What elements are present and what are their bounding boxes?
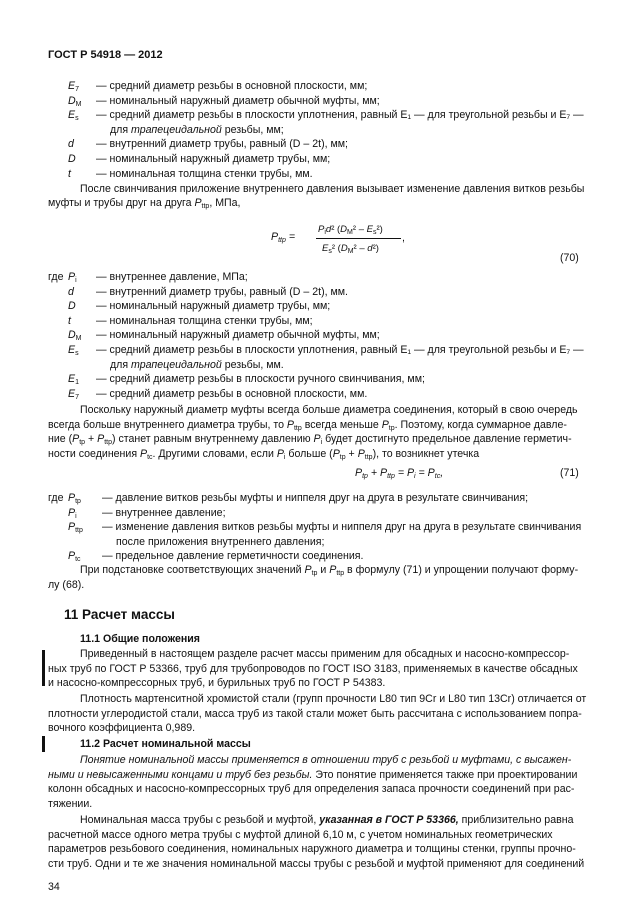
paragraph-line: муфты и трубы друг на друга $P_{ttp}$, МПа, xyxy=(48,197,241,210)
definition-row xyxy=(68,299,330,313)
definition-text: — номинальный наружный диаметр трубы, мм; xyxy=(96,153,331,165)
where-label: где xyxy=(48,492,64,504)
definition-row xyxy=(68,285,348,299)
paragraph-line: расчетной массе одного метра трубы с муфтой длиной 6,10 м, с учетом номинальных геометрических xyxy=(48,829,553,841)
definition-text: для трапецеидальной резьбы, мм. xyxy=(110,358,284,371)
paragraph-line: Приведенный в настоящем разделе расчет массы применим для обсадных и насосно-компрессор- xyxy=(80,648,570,660)
definition-symbol: $E_7$ xyxy=(68,80,79,93)
definition-symbol: $P_i$ xyxy=(68,506,77,520)
definition-text: — средний диаметр резьбы в основной плоскости, мм; xyxy=(96,80,368,92)
definition-row xyxy=(68,137,348,151)
definition-symbol: $P_{ttp}$ xyxy=(68,521,83,535)
definition-text: — номинальная толщина стенки трубы, мм; xyxy=(96,314,313,327)
paragraph-line: колонн обсадных и насосно-компрессорных труб для определения запаса прочности соединений при рас- xyxy=(48,783,575,795)
paragraph-line: лу (68). xyxy=(48,579,85,591)
paragraph-line: и насосно-компрессорных труб, и бурильных труб по ГОСТ Р 54383. xyxy=(48,677,386,690)
definition-row xyxy=(68,535,324,549)
definition-symbol: $E_7$ xyxy=(68,387,79,401)
definition-text: после приложения внутреннего давления; xyxy=(116,535,325,548)
equation-70-comma: , xyxy=(402,232,405,244)
paragraph-line: плотности углеродистой стали, масса труб из такой стали может быть рассчитана с использованием попра- xyxy=(48,707,582,720)
definition-symbol: $P_{tp}$ xyxy=(68,492,81,505)
definition-row xyxy=(68,358,284,372)
equation-70-numerator: $P_id^2$ $(D_M^2 - E_s^2)$ xyxy=(318,224,383,236)
definition-text: — давление витков резьбы муфты и ниппеля друг на друга в результате свинчивания; xyxy=(102,492,529,504)
definition-text: — внутренний диаметр трубы, равный (D – 2t), мм. xyxy=(96,285,348,298)
revision-bar xyxy=(42,736,45,752)
definition-symbol: $P_i$ xyxy=(68,271,77,284)
equation-71: $P_{tp} + P_{ttp} = P_i = P_{tc}$, xyxy=(355,467,444,480)
definition-symbol: $E_1$ xyxy=(68,373,79,387)
revision-bar xyxy=(42,650,45,686)
paragraph-line: тяжении. xyxy=(48,798,93,810)
definition-text: — внутреннее давление; xyxy=(102,506,226,519)
definition-row xyxy=(68,123,284,137)
definition-row xyxy=(68,152,330,166)
definition-symbol: D xyxy=(68,300,76,313)
page-number: 34 xyxy=(48,881,60,893)
definition-text: для трапецеидальной резьбы, мм; xyxy=(110,123,284,136)
equation-70-denominator: $E_s^2$ $(D_M^2 - d^2)$ xyxy=(322,243,379,255)
paragraph-line: Понятие номинальной массы применяется в отношении труб с резьбой и муфтами, с высажен- xyxy=(80,754,572,766)
equation-70-lhs: $P_{ttp}$ = xyxy=(271,231,296,244)
definition-row xyxy=(68,314,313,328)
paragraph-line: ние $(P_{tp} + P_{ttp})$ станет равным внутреннему давлению $P_i$ будет достигнуто предельное давление герметич- xyxy=(48,433,572,447)
definition-symbol: D xyxy=(68,153,76,165)
definition-text: — номинальная толщина стенки трубы, мм. xyxy=(96,167,313,180)
definition-text: — средний диаметр резьбы в плоскости ручного свинчивания, мм; xyxy=(96,373,425,386)
definition-symbol: d xyxy=(68,138,74,151)
subsection-heading: 11.1 Общие положения xyxy=(80,633,200,645)
definition-text: — номинальный наружный диаметр обычной муфты, мм; xyxy=(96,329,380,342)
definition-symbol: $P_{tc}$ xyxy=(68,550,81,564)
definition-symbol: $D_M$ xyxy=(68,329,82,343)
fraction-bar xyxy=(316,238,401,239)
paragraph-line: Номинальная масса трубы с резьбой и муфтой, указанная в ГОСТ Р 53366, приблизительно равна xyxy=(80,814,574,826)
definition-text: — изменение давления витков резьбы муфты и ниппеля друг на друга в результате свинчивания xyxy=(102,521,582,534)
paragraph-line: При подстановке соответствующих значений $P_{tp}$ и $P_{ttp}$ в формулу (71) и упрощении получают форму- xyxy=(80,564,579,577)
definition-text: — номинальный наружный диаметр обычной муфты, мм; xyxy=(96,94,380,107)
definition-text: — средний диаметр резьбы в основной плоскости, мм. xyxy=(96,387,368,400)
equation-71-number: (71) xyxy=(560,467,579,479)
definition-row xyxy=(68,167,313,181)
paragraph-line: всегда больше внутреннего диаметра трубы, то $P_{ttp}$ всегда меньше $P_{tp}$. Поэтому, когда суммарное давле- xyxy=(48,418,567,432)
definition-text: — внутреннее давление, МПа; xyxy=(96,271,248,283)
definition-symbol: t xyxy=(68,167,71,180)
definition-symbol: d xyxy=(68,285,74,298)
definition-text: — внутренний диаметр трубы, равный (D – 2t), мм; xyxy=(96,138,348,151)
page-header: ГОСТ Р 54918 — 2012 xyxy=(48,49,163,61)
paragraph-line: ных труб по ГОСТ Р 53366, труб для трубопроводов по ГОСТ ISO 3183, применяемых в качестве обсадных xyxy=(48,662,578,675)
paragraph-line: После свинчивания приложение внутреннего давления вызывает изменение давления витков резьбы xyxy=(80,183,585,195)
definition-text: — предельное давление герметичности соединения. xyxy=(102,550,364,563)
paragraph-line: сти труб. Одни и те же значения номинальной массы трубы с резьбой и муфтой применяют для соединений xyxy=(48,858,585,870)
paragraph-line: Плотность мартенситной хромистой стали (групп прочности L80 тип 9Cr и L80 тип 13Cr) отличается от xyxy=(80,693,587,705)
paragraph-line: ности соединения $P_{tc}$. Другими словами, если $P_i$ больше $(P_{tp} + P_{ttp})$, то возникнет утечка xyxy=(48,447,480,461)
definition-text: — средний диаметр резьбы в плоскости уплотнения, равный E₁ — для треугольной резьбы и E₇ — xyxy=(96,344,584,356)
paragraph-line: параметров резьбового соединения, номинальных наружного диаметра и толщины стенки, группы прочно- xyxy=(48,843,576,855)
paragraph-line: ными и невысаженными концами и труб без резьбы. Это понятие применяется также при проектировании xyxy=(48,769,578,781)
definition-text: — номинальный наружный диаметр трубы, мм; xyxy=(96,300,331,313)
definition-text: — средний диаметр резьбы в плоскости уплотнения, равный E₁ — для треугольной резьбы и E₇ — xyxy=(96,109,584,122)
definition-symbol: $D_M$ xyxy=(68,94,82,108)
equation-70-number: (70) xyxy=(560,252,579,264)
subsection-heading: 11.2 Расчет номинальной массы xyxy=(80,738,251,750)
definition-symbol: $E_s$ xyxy=(68,109,79,123)
paragraph-line: Поскольку наружный диаметр муфты всегда больше диаметра соединения, который в свою очередь xyxy=(80,404,578,416)
section-heading: 11 Расчет массы xyxy=(64,607,175,622)
definition-symbol: t xyxy=(68,314,71,327)
where-label: где xyxy=(48,271,64,283)
definition-symbol: $E_s$ xyxy=(68,344,79,357)
paragraph-line: вочного коэффициента 0,989. xyxy=(48,722,196,735)
